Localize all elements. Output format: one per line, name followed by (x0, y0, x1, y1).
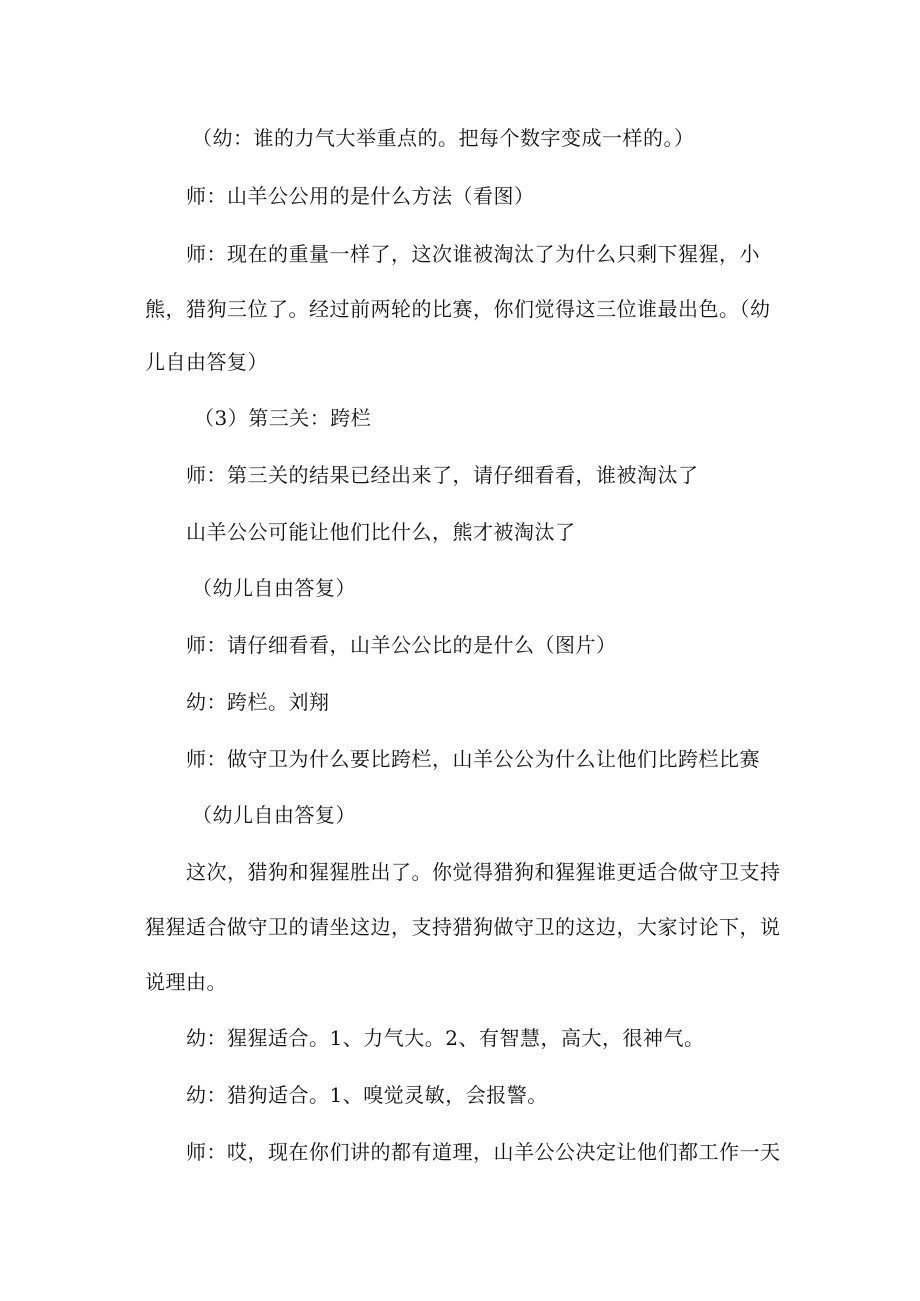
text-line: 幼：猩猩适合。1、力气大。2、有智慧，高大，很神气。 (186, 1026, 705, 1050)
text-line: 山羊公公可能让他们比什么，熊才被淘汰了 (186, 520, 576, 544)
text-line: 师：现在的重量一样了，这次谁被淘汰了为什么只剩下猩猩，小 (186, 242, 760, 266)
text-line: 师：做守卫为什么要比跨栏，山羊公公为什么让他们比跨栏比赛 (186, 747, 760, 771)
section-heading: （3）第三关：跨栏 (194, 406, 372, 430)
text-line: 熊，猎狗三位了。经过前两轮的比赛，你们觉得这三位谁最出色。（幼 (145, 297, 771, 321)
text-line: （幼：谁的力气大举重点的。把每个数字变成一样的。） (192, 126, 695, 150)
text-line: 猩猩适合做守卫的请坐这边，支持猎狗做守卫的这边，大家讨论下，说 (145, 915, 781, 939)
text-line: 幼：跨栏。刘翔 (186, 690, 330, 714)
text-line: 师：山羊公公用的是什么方法（看图） (186, 184, 535, 208)
text-line: （幼儿自由答复） (192, 576, 356, 600)
text-line: 师：哎，现在你们讲的都有道理，山羊公公决定让他们都工作一天 (186, 1140, 781, 1164)
text-line: 师：第三关的结果已经出来了，请仔细看看，谁被淘汰了 (186, 463, 699, 487)
text-line: 说理由。 (145, 970, 227, 994)
text-line: 儿自由答复） (145, 350, 268, 374)
text-line: 这次，猎狗和猩猩胜出了。你觉得猎狗和猩猩谁更适合做守卫支持 (186, 860, 781, 884)
text-line: 师：请仔细看看，山羊公公比的是什么（图片） (186, 633, 617, 657)
text-line: 幼：猎狗适合。1、嗅觉灵敏，会报警。 (186, 1083, 548, 1107)
text-line: （幼儿自由答复） (192, 803, 356, 827)
